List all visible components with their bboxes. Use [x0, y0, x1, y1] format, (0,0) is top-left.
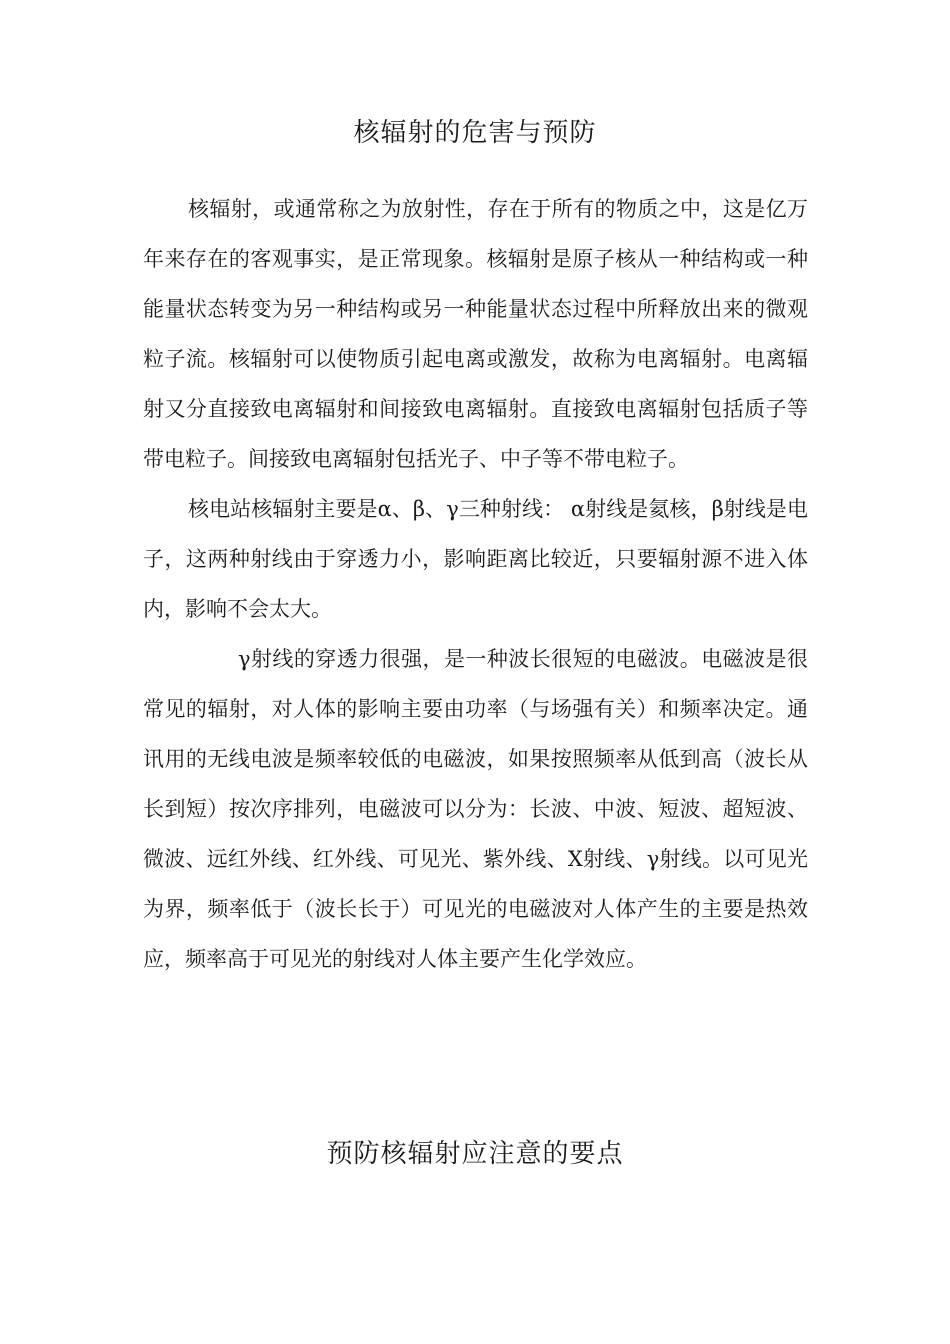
paragraph-alpha-beta-gamma: 核电站核辐射主要是α、β、γ三种射线： α射线是氦核，β射线是电子，这两种射线由于穿透力小，影响距离比较近，只要辐射源不进入体内，影响不会太大。: [143, 497, 808, 621]
document-body: [143, 184, 808, 984]
paragraph-nuclear-radiation-definition: 核辐射，或通常称之为放射性，存在于所有的物质之中，这是亿万年来存在的客观事实，是正常现象。核辐射是原子核从一种结构或一种能量状态转变为另一种结构或另一种能量状态过程中所释放出来的微观粒子流。核辐射可以使物质引起电离或激发，故称为电离辐射。电离辐射又分直接致电离辐射和间接致电离辐射。直接致电离辐射包括质子等带电粒子。间接致电离辐射包括光子、中子等不带电粒子。: [143, 197, 808, 471]
paragraph-gamma-electromagnetic: γ射线的穿透力很强，是一种波长很短的电磁波。电磁波是很常见的辐射，对人体的影响主要由功率（与场强有关）和频率决定。通讯用的无线电波是频率较低的电磁波，如果按照频率从低到高（波长从长到短）按次序排列，电磁波可以分为：长波、中波、短波、超短波、微波、远红外线、红外线、可见光、紫外线、X射线、γ射线。以可见光为界，频率低于（波长长于）可见光的电磁波对人体产生的主要是热效应，频率高于可见光的射线对人体主要产生化学效应。: [143, 647, 808, 971]
section-heading: 预防核辐射应注意的要点: [326, 1139, 624, 1169]
document-title: 核辐射的危害与预防: [353, 118, 597, 148]
